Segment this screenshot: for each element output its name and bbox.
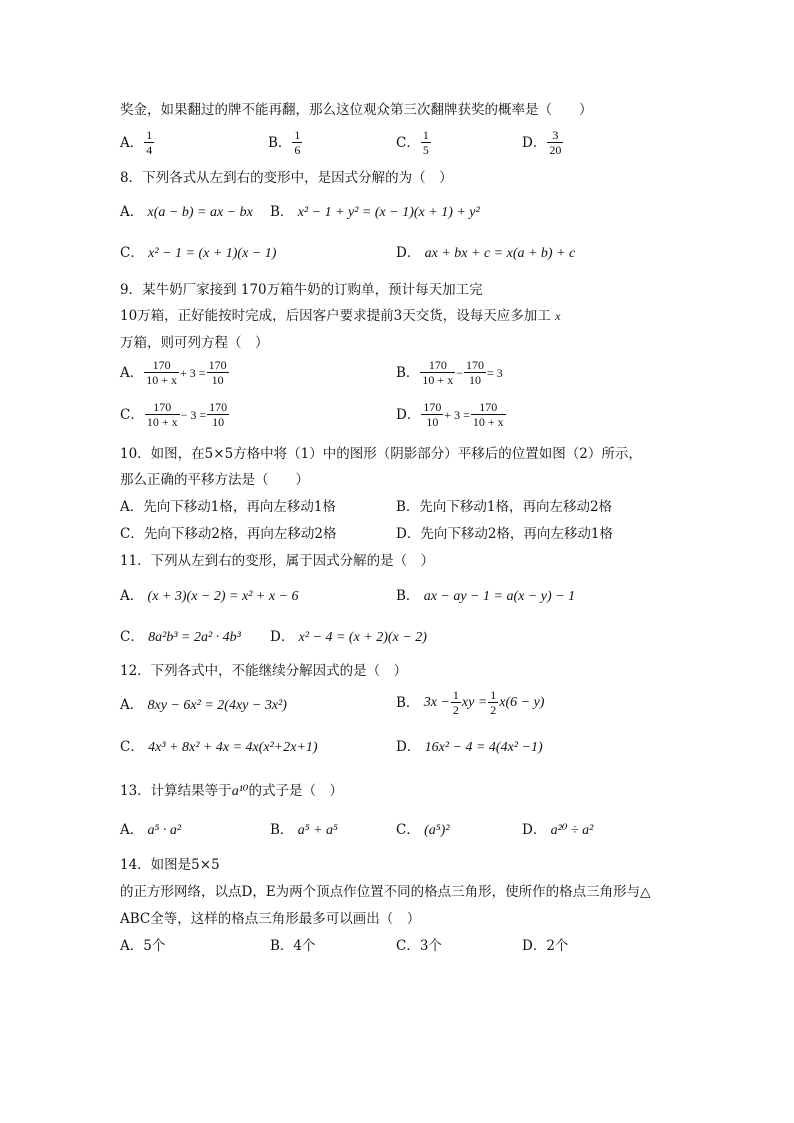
q14-option-b: B．4个: [270, 938, 316, 954]
q9-option-b: B． $\frac{170}{10 + x}$ − $\frac{170}{10}$ = 3: [396, 358, 503, 387]
q10-option-d: D．先向下移动2格，再向左移动1格: [396, 526, 614, 542]
q13-option-d: D． a²⁰ ÷ a²: [522, 822, 594, 838]
q7-option-a: A． $\frac{1}{4}$: [120, 128, 153, 157]
q10-stem-line1: 10．如图，在5×5方格中将（1）中的图形（阴影部分）平移后的位置如图（2）所示，: [120, 446, 642, 462]
q12-option-a: A． 8xy − 6x² = 2(4xy − 3x²): [120, 697, 287, 713]
q9-stem-line1: 9．某牛奶厂家接到 170万箱牛奶的订购单，预计每天加工完: [120, 282, 483, 298]
q14-stem-line1: 14．如图是5×5: [120, 857, 220, 873]
q14-option-d: D．2个: [522, 938, 569, 954]
q10-option-a: A．先向下移动1格，再向左移动1格: [120, 499, 336, 515]
q14-stem-line2: 的正方形网络，以点D，E为两个顶点作位置不同的格点三角形，使所作的格点三角形与△: [120, 884, 651, 900]
q14-stem-line3: ABC全等，这样的格点三角形最多可以画出（ ）: [120, 911, 421, 927]
q11-option-b: B． ax − ay − 1 = a(x − y) − 1: [396, 588, 576, 604]
q9-stem-line3: 万箱，则可列方程（ ）: [120, 335, 269, 351]
q9-option-a: A． $\frac{170}{10 + x}$ + 3 = $\frac{170}{10}$: [120, 358, 227, 387]
q14-option-c: C．3个: [396, 938, 442, 954]
q9-stem-line2: 10万箱，正好能按时完成，后因客户要求提前3天交货，设每天应多加工 x: [120, 308, 561, 324]
q8-stem: 8．下列各式从左到右的变形中，是因式分解的为（ ）: [120, 170, 453, 186]
q9-option-c: C． $\frac{170}{10 + x}$ − 3 = $\frac{170}{10}$: [120, 400, 228, 429]
q13-option-a: A． a⁵ · a²: [120, 822, 182, 838]
q13-stem: 13．计算结果等于a¹⁰的式子是（ ）: [120, 783, 343, 799]
q13-option-b: B． a⁵ + a⁵: [270, 822, 338, 838]
q11-option-a: A． (x + 3)(x − 2) = x² + x − 6: [120, 588, 299, 604]
q11-option-d: D． x² − 4 = (x + 2)(x − 2): [270, 629, 427, 645]
q12-option-c: C． 4x³ + 8x² + 4x = 4x(x²+2x+1): [120, 739, 318, 755]
q9-option-d: D． $\frac{170}{10}$ + 3 = $\frac{170}{10 + x}$: [396, 400, 504, 429]
q10-stem-line2: 那么正确的平移方法是（ ）: [120, 472, 309, 488]
q11-stem: 11．下列从左到右的变形，属于因式分解的是（ ）: [120, 553, 435, 569]
q8-option-c: C． x² − 1 = (x + 1)(x − 1): [120, 245, 277, 261]
q8-option-a: A． x(a − b) = ax − bx: [120, 204, 253, 220]
q7-stem-tail: 奖金，如果翻过的牌不能再翻，那么这位观众第三次翻牌获奖的概率是（ ）: [120, 102, 593, 118]
q13-option-c: C． (a⁵)²: [396, 822, 450, 838]
q7-option-d: D． $\frac{3}{20}$: [522, 128, 562, 157]
q7-option-b: B． $\frac{1}{6}$: [268, 128, 301, 157]
q8-option-b: B． x² − 1 + y² = (x − 1)(x + 1) + y²: [270, 204, 480, 220]
q11-option-c: C． 8a²b³ = 2a² · 4b³: [120, 629, 241, 645]
q12-option-d: D． 16x² − 4 = 4(4x² −1): [396, 739, 543, 755]
q10-option-c: C．先向下移动2格，再向左移动2格: [120, 526, 337, 542]
q12-option-b: B． 3x − $\frac{1}{2}$ xy = $\frac{1}{2}$ x(6 − y): [396, 688, 545, 717]
q10-option-b: B．先向下移动1格，再向左移动2格: [396, 499, 613, 515]
q12-stem: 12．下列各式中，不能继续分解因式的是（ ）: [120, 663, 408, 679]
q14-option-a: A．5个: [120, 938, 166, 954]
q7-option-c: C． $\frac{1}{5}$: [396, 128, 429, 157]
q8-option-d: D． ax + bx + c = x(a + b) + c: [396, 245, 576, 261]
